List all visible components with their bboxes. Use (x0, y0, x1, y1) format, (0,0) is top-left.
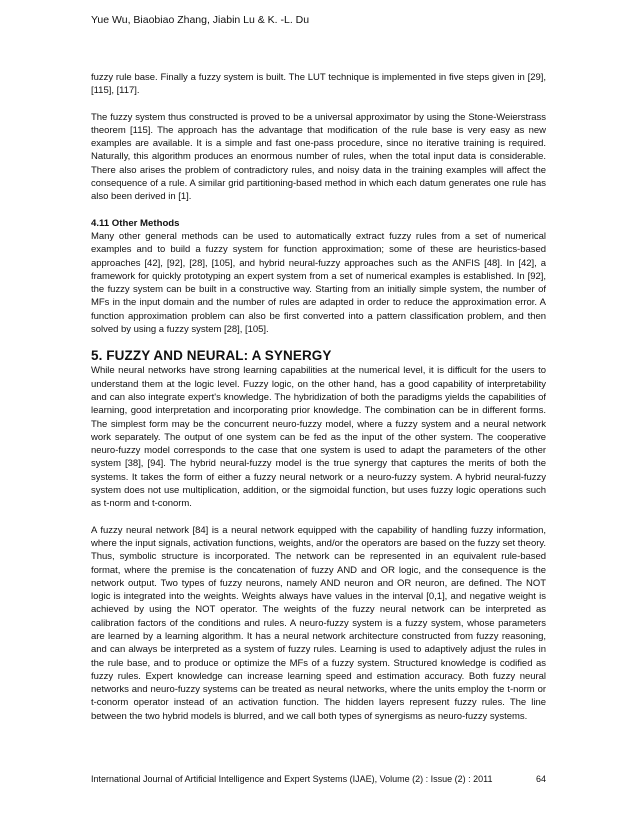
page-number: 64 (535, 774, 546, 784)
paragraph-spacer (91, 511, 546, 524)
paragraph-spacer (91, 98, 546, 111)
subsection-heading: 4.11 Other Methods (91, 217, 180, 229)
section-heading: 5. FUZZY AND NEURAL: A SYNERGY (91, 348, 332, 364)
paragraph-other-methods: Many other general methods can be used to automatically extract fuzzy rules from a set of numerical examples and to build a fuzzy system for function approximation; some of these are heuristics-based approaches [42], [92], [28], [105], and hybrid neural-fuzzy approaches such as the ANFIS [48]. In [42], a framework for quickly prototyping an expert system from a set of numerical examples is established. In [92], the fuzzy system can be built in a constructive way. Starting from an initially simple system, the number of MFs in the input domain and the number of rules are adapted in order to reduce the approximation error. A function approximation problem can also be first converted into a pattern classification problem, and then solved by using a fuzzy system [28], [105]. (91, 230, 546, 336)
running-header: Yue Wu, Biaobiao Zhang, Jiabin Lu & K. -L. Du (91, 14, 310, 26)
paragraph-synergy-intro: While neural networks have strong learning capabilities at the numerical level, it is difficult for the users to understand them at the logic level. Fuzzy logic, on the other hand, has a good capability of interpretability and can also integrate expert's knowledge. The hybridization of both the paradigms yields the capabilities of learning, good interpretation and incorporating prior knowledge. The combination can be in different forms. The simplest form may be the concurrent neuro-fuzzy model, where a fuzzy system and a neural network work separately. The output of one system can be fed as the input of the other system. The cooperative neuro-fuzzy model corresponds to the case that one system is used to adapt the parameters of the other system [38], [94]. The hybrid neural-fuzzy model is the true synergy that captures the merits of both the systems. It takes the form of either a fuzzy neural network or a neuro-fuzzy system. A hybrid neural-fuzzy system does not use multiplication, addition, or the sigmoidal function, but uses fuzzy logic operations such as t-norm and t-conorm. (91, 365, 546, 510)
paragraph-spacer (91, 336, 546, 347)
paragraph-fuzzy-neural-network: A fuzzy neural network [84] is a neural network equipped with the capability of handling fuzzy information, where the input signals, activation functions, weights, and/or the operators are based on the fuzzy set theory. Thus, symbolic structure is incorporated. The network can be represented in an equivalent rule-based format, where the premise is the concatenation of fuzzy AND and OR logic, and the consequence is the network output. Two types of fuzzy neurons, namely AND neuron and OR neuron, are defined. The NOT logic is integrated into the weights. Weights always have values in the interval [0,1], and negative weight is achieved by using the NOT operator. The weights of the fuzzy neural network can be interpreted as calibration factors of the conditions and rules. A neuro-fuzzy system is a fuzzy system, whose parameters are learned by a learning algorithm. It has a neural network architecture constructed from fuzzy reasoning, and can always be interpreted as a system of fuzzy rules. Learning is used to adaptively adjust the rules in the rule base, and to produce or optimize the MFs of a fuzzy system. Structured knowledge is codified as fuzzy rules. Expert knowledge can increase learning speed and estimation accuracy. Both fuzzy neural networks and neuro-fuzzy systems can be treated as neural networks, where the units employ the t-norm or t-conorm operator instead of an activation function. The hidden layers represent fuzzy rules. The line between the two hybrid models is blurred, and we call both types of synergisms as neuro-fuzzy systems. (91, 524, 546, 722)
page-body (91, 71, 546, 723)
paragraph-lut-technique: fuzzy rule base. Finally a fuzzy system is built. The LUT technique is implemented in five steps given in [29], [115], [117]. (91, 72, 546, 97)
journal-citation: International Journal of Artificial Intelligence and Expert Systems (IJAE), Volume (2) : Issue (2) : 2011 (91, 774, 493, 784)
page-footer (91, 773, 546, 785)
paragraph-spacer (91, 204, 546, 217)
paragraph-universal-approximator: The fuzzy system thus constructed is proved to be a universal approximator by using the Stone-Weierstrass theorem [115]. The approach has the advantage that modification of the rule base is very easy as new examples are available. It is a simple and fast one-pass procedure, since no iterative training is required. Naturally, this algorithm produces an enormous number of rules, when the total input data is considerable. There also arises the problem of contradictory rules, and noisy data in the training examples will affect the consequence of a rule. A similar grid partitioning-based method in which each datum generates one rule has also been derived in [1]. (91, 111, 546, 203)
